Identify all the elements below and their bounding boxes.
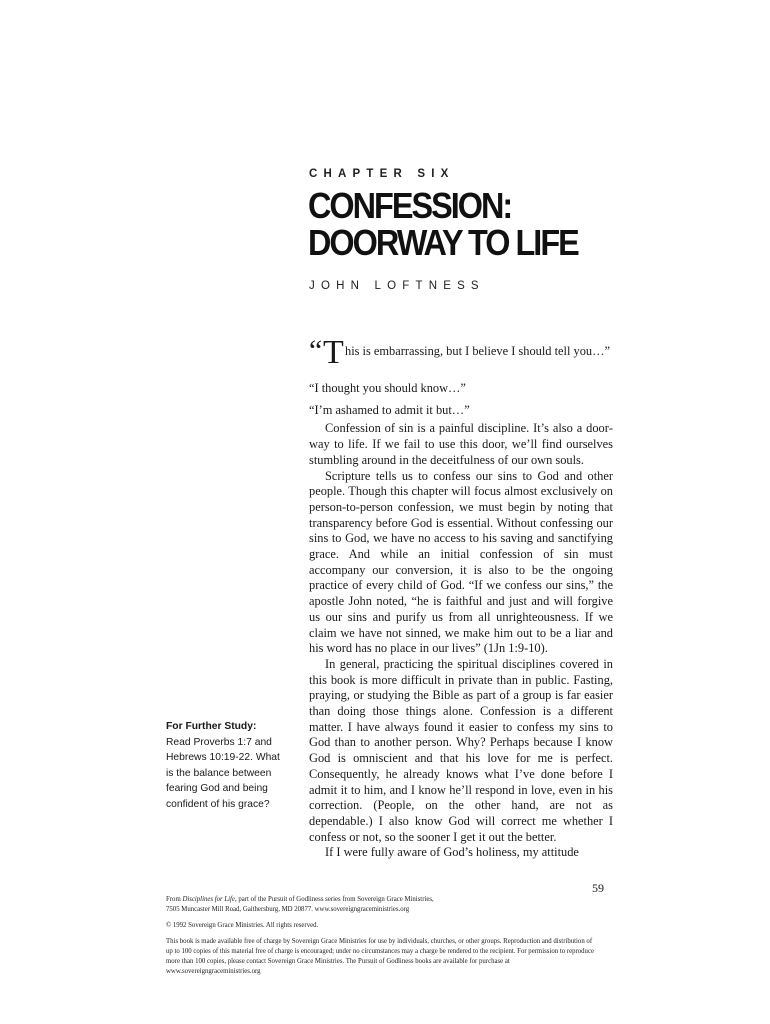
footer-source-title: Disciplines for Life (182, 896, 235, 903)
opening-text: his is embarrassing, but I believe I should tell you…” (345, 344, 610, 358)
footer-source (166, 895, 596, 905)
body-paragraph: If I were fully aware of God’s holiness, my attitude (325, 845, 579, 860)
sidebar-text: Read Proverbs 1:7 and Hebrews 10:19-22. What is the balance between fearing God and being confident of his grace? (166, 736, 280, 810)
footer-notice: This book is made available free of charge by Sovereign Grace Ministries for use by individuals, churches, or other groups. Reproduction and distribution of up to 100 copies of this material free of charge is encouraged; under no circumstances may a charge be rendered to the recipient. For permission to reproduce more than 100 copies, please contact Sovereign Grace Ministries. The Pursuit of Godliness books are available for purchase at www.sovereigngraceministries.org (166, 938, 594, 975)
quote-line: “I’m ashamed to admit it but…” (309, 402, 470, 417)
page-number: 59 (592, 881, 604, 895)
footer-source-suffix: , part of the Pursuit of Godliness series from Sovereign Grace Ministries, (234, 896, 434, 903)
footer-source-prefix: From (166, 896, 183, 903)
chapter-title (308, 187, 578, 261)
body-text (309, 334, 613, 861)
body-paragraph: Scripture tells us to confess our sins to God and other people. Though this chapter will focus almost exclusively on person-to-person confession, we must begin by noting that transparency before God is essential. Without confessing our sins to God, we have no access to his saving and sanctifying grace. And while an initial confession of sin must accompany our conversion, it is also to be the ongoing practice of every child of God. “If we confess our sins,” the apostle John noted, “he is faithful and just and will forgive us our sins and purify us from all unrighteousness. If we claim we have not sinned, we make him out to be a liar and his word has no place in our lives” (1Jn 1:9-10). (309, 468, 613, 656)
footer (166, 895, 596, 977)
footer-address: 7505 Muncaster Mill Road, Gaithersburg, MD 20877. www.sovereigngraceministries.org (166, 906, 410, 913)
chapter-author: JOHN LOFTNESS (309, 280, 485, 292)
quote-line: “I thought you should know…” (309, 381, 466, 395)
body-paragraph: Confession of sin is a painful discipline. It’s also a doorway to life. If we fail to use this door, we’ll find ourselves stumbling around in the deceitfulness of our own souls. (309, 421, 613, 467)
chapter-label: CHAPTER SIX (309, 168, 455, 180)
footer-copyright: © 1992 Sovereign Grace Ministries. All rights reserved. (166, 922, 319, 929)
sidebar-heading: For Further Study: (166, 721, 257, 732)
drop-cap: T (323, 334, 344, 371)
body-paragraph: In general, practicing the spiritual disciplines covered in this book is more difficult in private than in public. Fasting, praying, or studying the Bible as part of a group is far easier than doing those things alone. Confession is a different matter. I have always found it easier to confess my sins to God than to another person. Why? Perhaps because I know God is omniscient and that his love for me is perfect. Consequently, he already knows what I’ve done before I admit it to him, and I know he’ll respond in love, even in his correction. (People, on the other hand, are not as dependable.) I also know God will correct me whether I confess or not, so the sooner I get it out the better. (309, 656, 613, 844)
chapter-title-line-2: DOORWAY TO LIFE (308, 222, 578, 263)
chapter-title-line-1: CONFESSION: (308, 185, 512, 226)
further-study-sidebar (166, 719, 288, 813)
opening-quote-mark: “ (309, 334, 323, 367)
opening-paragraph (309, 334, 613, 374)
